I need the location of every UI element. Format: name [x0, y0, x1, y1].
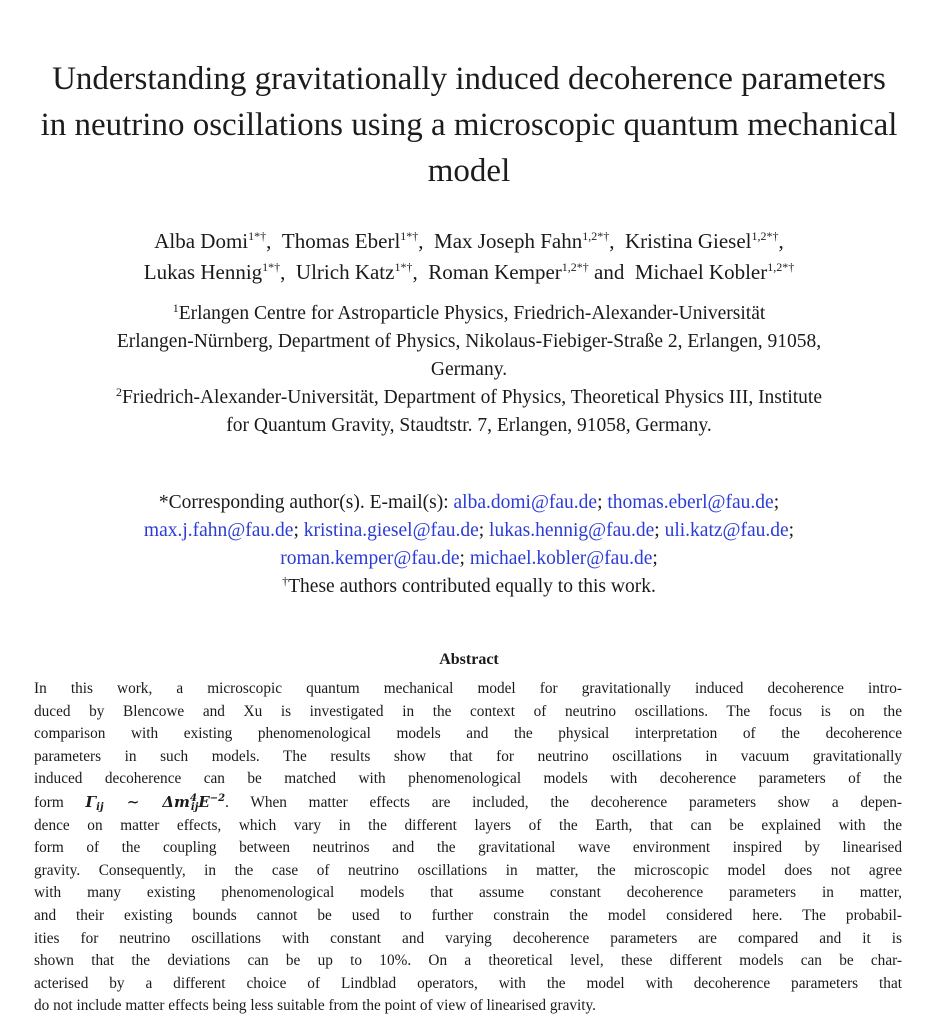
affiliation-line	[0, 300, 938, 328]
equal-contribution-text: These authors contributed equally to this work.	[288, 576, 656, 597]
author-name: Max Joseph Fahn	[434, 229, 583, 253]
abstract-text: form	[34, 793, 86, 811]
abstract-line: form of the coupling between neutrinos and the gravitational wave environment inspired by linearised	[34, 839, 902, 857]
author-list	[0, 226, 938, 288]
email-link[interactable]: roman.kemper@fau.de	[280, 548, 460, 569]
title-line: Understanding gravitationally induced decoherence parameters	[52, 61, 886, 97]
abstract-heading: Abstract	[439, 651, 499, 668]
affiliation-text: Erlangen Centre for Astroparticle Physics, Friedrich-Alexander-Universität	[178, 303, 766, 324]
affiliation-text: Friedrich-Alexander-Universität, Department of Physics, Theoretical Physics III, Institute	[122, 387, 822, 408]
abstract-line: duced by Blencowe and Xu is investigated in the context of neutrino oscillations. The focus is on the	[34, 702, 902, 720]
author-affiliation-mark: 1,2*†	[582, 229, 610, 243]
abstract-line: do not include matter effects being less suitable from the point of view of linearised gravity.	[34, 997, 597, 1015]
email-separator: ;	[652, 548, 658, 569]
author	[635, 260, 794, 284]
abstract-line: parameters in such models. The results show that for neutrino oscillations in vacuum gravitationally	[34, 747, 902, 765]
author	[434, 229, 625, 253]
affiliation-line: Germany.	[430, 359, 508, 380]
email-separator: ;	[293, 520, 299, 541]
affiliations	[0, 300, 938, 440]
equal-contribution-note	[0, 573, 938, 601]
affiliation-mark: 2	[116, 385, 122, 399]
author	[296, 260, 428, 284]
author-name: Lukas Hennig	[143, 260, 263, 284]
correspondence-line	[0, 517, 938, 545]
author-affiliation-mark: 1*†	[248, 229, 267, 243]
author-name: Ulrich Katz	[295, 260, 395, 284]
email-link[interactable]: michael.kobler@fau.de	[469, 548, 653, 569]
abstract-text: . When matter effects are included, the decoherence parameters show a depen-	[225, 793, 903, 811]
author-affiliation-mark: 1,2*†	[767, 260, 795, 274]
decoherence-formula: $\Gamma_{ij}$ ∼ $\Delta m^4_{ij}E^{-2}$	[85, 792, 226, 813]
abstract-line: and their existing bounds cannot be used to further constrain the model considered here. The probabil-	[34, 906, 902, 924]
correspondence-line	[0, 545, 938, 573]
abstract-line: shown that the deviations can be up to 10%. On a theoretical level, these different models can be char-	[34, 952, 902, 970]
correspondence	[0, 489, 938, 601]
author	[154, 229, 282, 253]
email-link[interactable]: max.j.fahn@fau.de	[143, 520, 294, 541]
author-affiliation-mark: 1*†	[262, 260, 281, 274]
author-name: Michael Kobler	[634, 260, 768, 284]
author-line	[0, 257, 938, 288]
abstract-line	[34, 791, 902, 815]
email-separator: ;	[654, 520, 660, 541]
author-separator: and	[588, 260, 635, 284]
author-affiliation-mark: 1,2*†	[751, 229, 779, 243]
abstract-line: with many existing phenomenological models that assume constant decoherence parameters in matter,	[34, 884, 902, 902]
author-line	[0, 226, 938, 257]
abstract-line: dence on matter effects, which vary in the different layers of the Earth, that can be explained with the	[34, 816, 902, 834]
abstract-line: acterised by a different choice of Lindblad operators, with the model with decoherence parameters that	[34, 974, 902, 992]
title-line: model	[427, 153, 511, 189]
email-link[interactable]: uli.katz@fau.de	[664, 520, 789, 541]
email-separator: ;	[478, 520, 485, 541]
dagger-mark: †	[282, 574, 289, 588]
abstract-body	[34, 678, 902, 1018]
email-link[interactable]: thomas.eberl@fau.de	[607, 492, 774, 513]
author-name: Thomas Eberl	[281, 229, 401, 253]
author-separator: ,	[412, 260, 429, 284]
email-link[interactable]: lukas.hennig@fau.de	[489, 520, 655, 541]
author-name: Roman Kemper	[428, 260, 562, 284]
affiliation-line: for Quantum Gravity, Staudtstr. 7, Erlangen, 91058, Germany.	[226, 415, 712, 436]
author-separator: ,	[418, 229, 435, 253]
paper-title	[0, 56, 938, 194]
author-affiliation-mark: 1*†	[394, 260, 413, 274]
correspondence-line	[0, 489, 938, 517]
email-separator: ;	[773, 492, 780, 513]
abstract-line: induced decoherence can be matched with phenomenological models with decoherence parameters of the	[34, 770, 902, 788]
author	[625, 229, 784, 253]
author-separator: ,	[266, 229, 282, 253]
abstract-line: gravity. Consequently, in the case of neutrino oscillations in matter, the microscopic model does not agree	[34, 861, 902, 879]
email-separator: ;	[597, 492, 603, 513]
email-link[interactable]: alba.domi@fau.de	[453, 492, 598, 513]
author-name: Kristina Giesel	[624, 229, 752, 253]
abstract-line: In this work, a microscopic quantum mechanical model for gravitationally induced decoherence intro-	[34, 680, 902, 697]
title-line: in neutrino oscillations using a microscopic quantum mechanical	[40, 107, 898, 143]
author-separator: ,	[778, 229, 784, 253]
email-link[interactable]: kristina.giesel@fau.de	[303, 520, 479, 541]
author-name: Alba Domi	[154, 229, 249, 253]
author-affiliation-mark: 1*†	[400, 229, 419, 243]
author	[428, 260, 635, 284]
author	[144, 260, 296, 284]
author-separator: ,	[609, 229, 625, 253]
author-affiliation-mark: 1,2*†	[561, 260, 589, 274]
affiliation-line: Erlangen-Nürnberg, Department of Physics, Nikolaus-Fiebiger-Straße 2, Erlangen, 91058,	[116, 331, 822, 352]
author-separator: ,	[280, 260, 296, 284]
author	[282, 229, 434, 253]
email-separator: ;	[459, 548, 465, 569]
affiliation-mark: 1	[172, 301, 179, 315]
abstract-line: ities for neutrino oscillations with constant and varying decoherence parameters are compared and it is	[34, 929, 902, 947]
affiliation-line	[0, 384, 938, 412]
email-separator: ;	[788, 520, 795, 541]
correspondence-prefix: *Corresponding author(s). E-mail(s):	[158, 492, 454, 513]
abstract-line: comparison with existing phenomenological models and the physical interpretation of the decoherence	[34, 725, 902, 743]
